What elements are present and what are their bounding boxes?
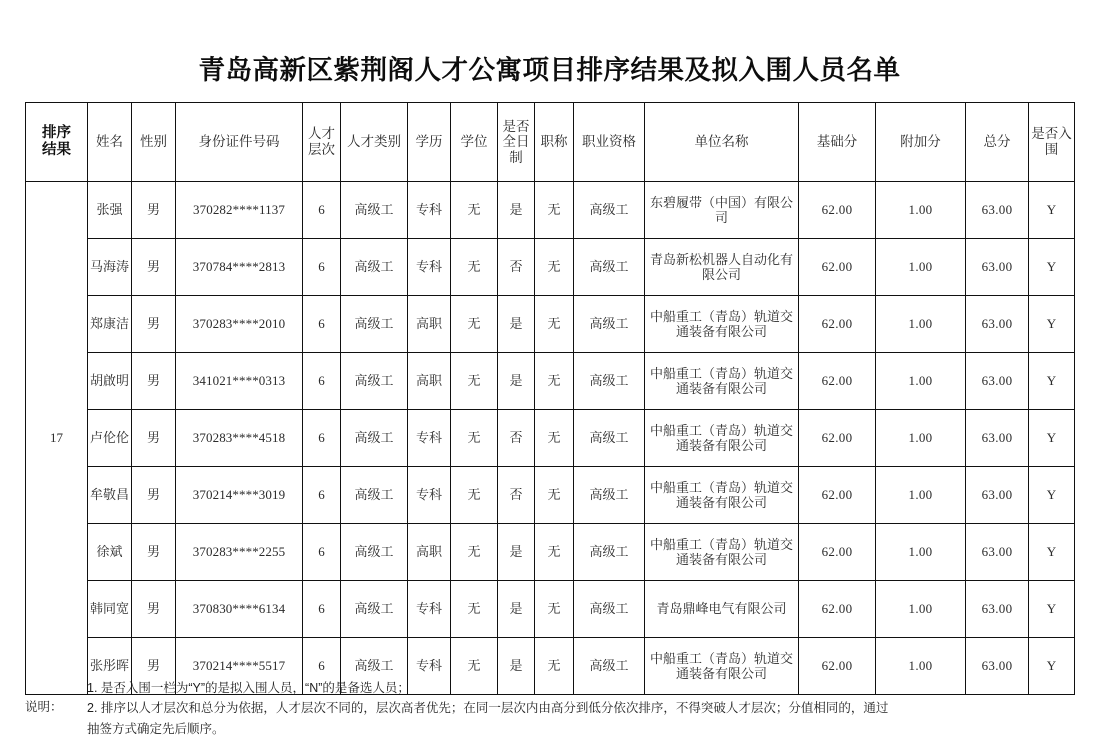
degree-cell: 无 bbox=[451, 638, 498, 695]
id-number-cell: 370214****5517 bbox=[176, 638, 303, 695]
title-rank-cell: 无 bbox=[535, 296, 574, 353]
company-cell: 中船重工（青岛）轨道交通装备有限公司 bbox=[645, 524, 799, 581]
title-rank-cell: 无 bbox=[535, 353, 574, 410]
extra-score-cell: 1.00 bbox=[876, 353, 966, 410]
table-header-row bbox=[26, 103, 1075, 182]
extra-score-cell: 1.00 bbox=[876, 410, 966, 467]
degree-cell: 无 bbox=[451, 581, 498, 638]
total-score-cell: 63.00 bbox=[966, 353, 1029, 410]
full-time-cell: 是 bbox=[498, 353, 535, 410]
vocational-qualification-cell: 高级工 bbox=[574, 296, 645, 353]
talent-level-cell: 6 bbox=[303, 581, 341, 638]
ranking-table bbox=[25, 102, 1075, 695]
column-header-base-score: 基础分 bbox=[799, 103, 876, 182]
degree-cell: 无 bbox=[451, 296, 498, 353]
id-number-cell: 370830****6134 bbox=[176, 581, 303, 638]
name-cell: 张彤晖 bbox=[88, 638, 132, 695]
id-number-cell: 370214****3019 bbox=[176, 467, 303, 524]
column-header-full-time bbox=[498, 103, 535, 182]
base-score-cell: 62.00 bbox=[799, 410, 876, 467]
full-time-cell: 否 bbox=[498, 410, 535, 467]
talent-level-cell: 6 bbox=[303, 638, 341, 695]
shortlisted-cell: Y bbox=[1029, 182, 1075, 239]
shortlisted-cell: Y bbox=[1029, 353, 1075, 410]
total-score-cell: 63.00 bbox=[966, 182, 1029, 239]
id-number-cell: 370282****1137 bbox=[176, 182, 303, 239]
id-number-cell: 370784****2813 bbox=[176, 239, 303, 296]
education-cell: 高职 bbox=[408, 524, 451, 581]
page-title: 青岛高新区紫荆阁人才公寓项目排序结果及拟入围人员名单 bbox=[198, 55, 901, 85]
talent-level-head-line-1: 人才 bbox=[308, 126, 335, 142]
talent-level-cell: 6 bbox=[303, 239, 341, 296]
talent-level-cell: 6 bbox=[303, 296, 341, 353]
education-cell: 高职 bbox=[408, 296, 451, 353]
education-cell: 高职 bbox=[408, 353, 451, 410]
shortlisted-cell: Y bbox=[1029, 581, 1075, 638]
full-time-cell: 是 bbox=[498, 581, 535, 638]
table-body bbox=[26, 182, 1075, 695]
title-rank-cell: 无 bbox=[535, 524, 574, 581]
column-header-talent-category: 人才类别 bbox=[341, 103, 408, 182]
education-cell: 专科 bbox=[408, 410, 451, 467]
column-header-total-score: 总分 bbox=[966, 103, 1029, 182]
gender-cell: 男 bbox=[132, 353, 176, 410]
vocational-qualification-cell: 高级工 bbox=[574, 524, 645, 581]
talent-level-cell: 6 bbox=[303, 182, 341, 239]
extra-score-cell: 1.00 bbox=[876, 182, 966, 239]
company-cell: 中船重工（青岛）轨道交通装备有限公司 bbox=[645, 296, 799, 353]
talent-level-cell: 6 bbox=[303, 524, 341, 581]
extra-score-cell: 1.00 bbox=[876, 638, 966, 695]
gender-cell: 男 bbox=[132, 638, 176, 695]
ranking-table-container bbox=[25, 102, 1074, 695]
extra-score-cell: 1.00 bbox=[876, 467, 966, 524]
note-line-1: 1. 是否入围一栏为“Y”的是拟入围人员，“N”的是备选人员； bbox=[87, 681, 410, 695]
column-header-title-rank: 职称 bbox=[535, 103, 574, 182]
talent-category-cell: 高级工 bbox=[341, 410, 408, 467]
id-number-cell: 370283****2010 bbox=[176, 296, 303, 353]
id-number-cell: 370283****4518 bbox=[176, 410, 303, 467]
shortlisted-cell: Y bbox=[1029, 296, 1075, 353]
vocational-qualification-cell: 高级工 bbox=[574, 353, 645, 410]
full-time-head-line-3: 制 bbox=[509, 149, 523, 165]
shortlisted-head-line-1: 是否入 bbox=[1031, 126, 1072, 142]
base-score-cell: 62.00 bbox=[799, 467, 876, 524]
title-rank-cell: 无 bbox=[535, 410, 574, 467]
talent-category-cell: 高级工 bbox=[341, 467, 408, 524]
column-header-rank bbox=[26, 103, 88, 182]
talent-category-cell: 高级工 bbox=[341, 182, 408, 239]
gender-cell: 男 bbox=[132, 524, 176, 581]
notes-section bbox=[25, 678, 1075, 739]
extra-score-cell: 1.00 bbox=[876, 296, 966, 353]
title-rank-cell: 无 bbox=[535, 182, 574, 239]
id-number-cell: 341021****0313 bbox=[176, 353, 303, 410]
vocational-qualification-cell: 高级工 bbox=[574, 182, 645, 239]
talent-level-cell: 6 bbox=[303, 467, 341, 524]
rank-group-cell: 17 bbox=[26, 182, 88, 695]
table-row bbox=[26, 182, 1075, 239]
base-score-cell: 62.00 bbox=[799, 296, 876, 353]
total-score-cell: 63.00 bbox=[966, 638, 1029, 695]
full-time-head-line-2: 全日 bbox=[502, 134, 530, 150]
gender-cell: 男 bbox=[132, 182, 176, 239]
degree-cell: 无 bbox=[451, 410, 498, 467]
company-cell: 中船重工（青岛）轨道交通装备有限公司 bbox=[645, 638, 799, 695]
full-time-cell: 否 bbox=[498, 467, 535, 524]
name-cell: 张强 bbox=[88, 182, 132, 239]
degree-cell: 无 bbox=[451, 182, 498, 239]
table-row bbox=[26, 296, 1075, 353]
vocational-qualification-cell: 高级工 bbox=[574, 467, 645, 524]
table-row bbox=[26, 353, 1075, 410]
gender-cell: 男 bbox=[132, 410, 176, 467]
notes-body bbox=[87, 678, 1075, 739]
column-header-vocational-qualification: 职业资格 bbox=[574, 103, 645, 182]
name-cell: 胡啟明 bbox=[88, 353, 132, 410]
talent-level-head-line-2: 层次 bbox=[308, 142, 335, 157]
company-cell: 青岛新松机器人自动化有限公司 bbox=[645, 239, 799, 296]
full-time-cell: 是 bbox=[498, 524, 535, 581]
talent-category-cell: 高级工 bbox=[341, 638, 408, 695]
total-score-cell: 63.00 bbox=[966, 239, 1029, 296]
table-row bbox=[26, 239, 1075, 296]
company-cell: 中船重工（青岛）轨道交通装备有限公司 bbox=[645, 353, 799, 410]
name-cell: 马海涛 bbox=[88, 239, 132, 296]
gender-cell: 男 bbox=[132, 239, 176, 296]
name-cell: 卢伦伦 bbox=[88, 410, 132, 467]
degree-cell: 无 bbox=[451, 353, 498, 410]
name-cell: 郑康洁 bbox=[88, 296, 132, 353]
name-cell: 牟敬昌 bbox=[88, 467, 132, 524]
gender-cell: 男 bbox=[132, 581, 176, 638]
base-score-cell: 62.00 bbox=[799, 524, 876, 581]
notes-label: 说明： bbox=[25, 700, 63, 714]
base-score-cell: 62.00 bbox=[799, 353, 876, 410]
talent-category-cell: 高级工 bbox=[341, 239, 408, 296]
title-rank-cell: 无 bbox=[535, 467, 574, 524]
column-header-name: 姓名 bbox=[88, 103, 132, 182]
column-header-shortlisted bbox=[1029, 103, 1075, 182]
full-time-cell: 否 bbox=[498, 239, 535, 296]
table-row bbox=[26, 524, 1075, 581]
talent-category-cell: 高级工 bbox=[341, 524, 408, 581]
talent-category-cell: 高级工 bbox=[341, 353, 408, 410]
education-cell: 专科 bbox=[408, 467, 451, 524]
extra-score-cell: 1.00 bbox=[876, 581, 966, 638]
id-number-cell: 370283****2255 bbox=[176, 524, 303, 581]
full-time-head-line-1: 是否 bbox=[502, 118, 530, 134]
total-score-cell: 63.00 bbox=[966, 524, 1029, 581]
total-score-cell: 63.00 bbox=[966, 410, 1029, 467]
base-score-cell: 62.00 bbox=[799, 182, 876, 239]
shortlisted-head-line-2: 围 bbox=[1044, 142, 1059, 157]
education-cell: 专科 bbox=[408, 182, 451, 239]
total-score-cell: 63.00 bbox=[966, 467, 1029, 524]
column-header-talent-level bbox=[303, 103, 341, 182]
rank-head-line-1: 排序 bbox=[42, 125, 71, 142]
talent-level-cell: 6 bbox=[303, 410, 341, 467]
total-score-cell: 63.00 bbox=[966, 581, 1029, 638]
full-time-cell: 是 bbox=[498, 296, 535, 353]
degree-cell: 无 bbox=[451, 467, 498, 524]
table-row bbox=[26, 581, 1075, 638]
shortlisted-cell: Y bbox=[1029, 524, 1075, 581]
education-cell: 专科 bbox=[408, 638, 451, 695]
extra-score-cell: 1.00 bbox=[876, 524, 966, 581]
vocational-qualification-cell: 高级工 bbox=[574, 410, 645, 467]
vocational-qualification-cell: 高级工 bbox=[574, 239, 645, 296]
education-cell: 专科 bbox=[408, 239, 451, 296]
vocational-qualification-cell: 高级工 bbox=[574, 581, 645, 638]
company-cell: 中船重工（青岛）轨道交通装备有限公司 bbox=[645, 467, 799, 524]
note-line-3: 抽签方式确定先后顺序。 bbox=[87, 721, 225, 736]
extra-score-cell: 1.00 bbox=[876, 239, 966, 296]
title-rank-cell: 无 bbox=[535, 239, 574, 296]
title-rank-cell: 无 bbox=[535, 581, 574, 638]
name-cell: 徐斌 bbox=[88, 524, 132, 581]
talent-level-cell: 6 bbox=[303, 353, 341, 410]
full-time-cell: 是 bbox=[498, 638, 535, 695]
table-row bbox=[26, 410, 1075, 467]
title-rank-cell: 无 bbox=[535, 638, 574, 695]
table-row bbox=[26, 467, 1075, 524]
shortlisted-cell: Y bbox=[1029, 239, 1075, 296]
shortlisted-cell: Y bbox=[1029, 410, 1075, 467]
total-score-cell: 63.00 bbox=[966, 296, 1029, 353]
base-score-cell: 62.00 bbox=[799, 581, 876, 638]
vocational-qualification-cell: 高级工 bbox=[574, 638, 645, 695]
company-cell: 青岛鼎峰电气有限公司 bbox=[645, 581, 799, 638]
shortlisted-cell: Y bbox=[1029, 467, 1075, 524]
education-cell: 专科 bbox=[408, 581, 451, 638]
base-score-cell: 62.00 bbox=[799, 239, 876, 296]
gender-cell: 男 bbox=[132, 467, 176, 524]
name-cell: 韩同宽 bbox=[88, 581, 132, 638]
column-header-degree: 学位 bbox=[451, 103, 498, 182]
column-header-extra-score: 附加分 bbox=[876, 103, 966, 182]
shortlisted-cell: Y bbox=[1029, 638, 1075, 695]
rank-head-line-2: 结果 bbox=[42, 142, 71, 158]
company-cell: 中船重工（青岛）轨道交通装备有限公司 bbox=[645, 410, 799, 467]
column-header-education: 学历 bbox=[408, 103, 451, 182]
note-line-2: 2. 排序以人才层次和总分为依据，人才层次不同的，层次高者优先；在同一层次内由高分到低分依次排序，不得突破人才层次；分值相同的，通过 bbox=[87, 701, 889, 716]
column-header-id-number: 身份证件号码 bbox=[176, 103, 303, 182]
full-time-cell: 是 bbox=[498, 182, 535, 239]
talent-category-cell: 高级工 bbox=[341, 296, 408, 353]
base-score-cell: 62.00 bbox=[799, 638, 876, 695]
column-header-company: 单位名称 bbox=[645, 103, 799, 182]
column-header-gender: 性别 bbox=[132, 103, 176, 182]
talent-category-cell: 高级工 bbox=[341, 581, 408, 638]
degree-cell: 无 bbox=[451, 524, 498, 581]
gender-cell: 男 bbox=[132, 296, 176, 353]
degree-cell: 无 bbox=[451, 239, 498, 296]
company-cell: 东碧履带（中国）有限公司 bbox=[645, 182, 799, 239]
